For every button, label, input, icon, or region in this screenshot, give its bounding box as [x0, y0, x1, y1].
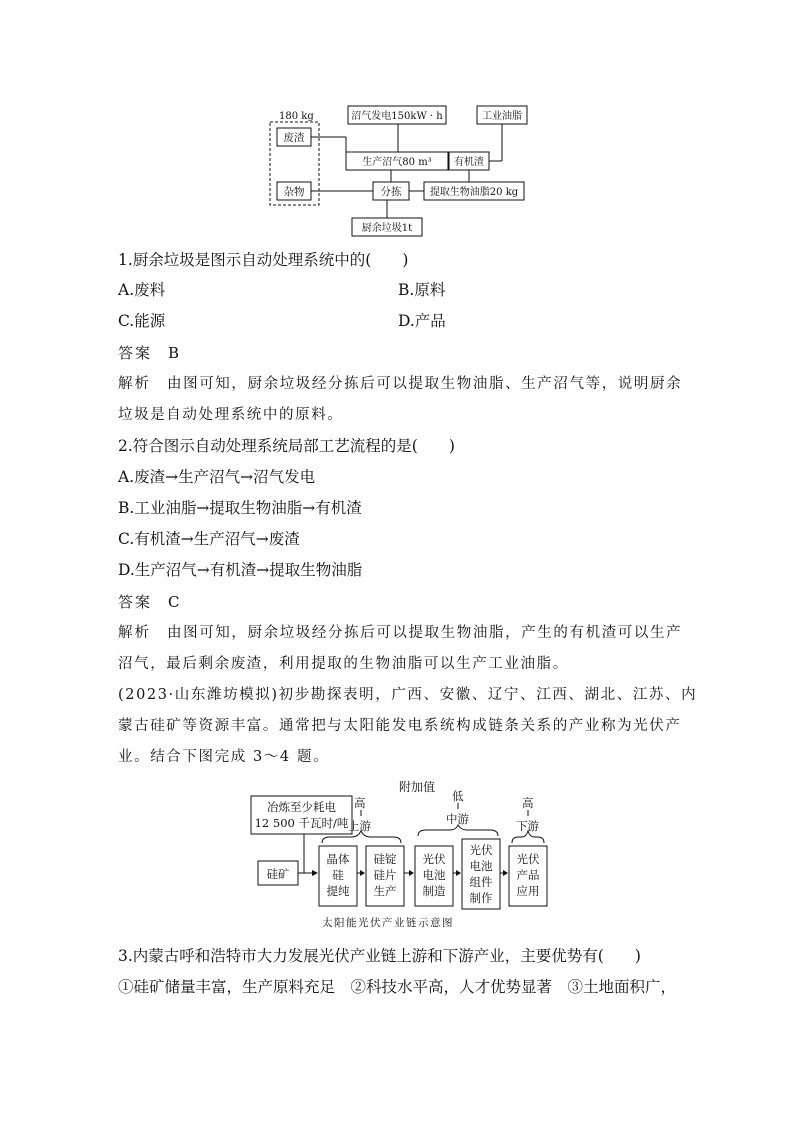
q2-analysis-label: 解析 — [118, 625, 151, 641]
box5-line2: 产品 — [516, 868, 540, 882]
upstream-label: 上游 — [348, 819, 371, 833]
box1-line3: 提纯 — [326, 884, 350, 898]
box3-line3: 制造 — [422, 884, 446, 898]
box-pv-module — [462, 842, 500, 906]
box4-line1: 光伏 — [469, 843, 493, 857]
q1-analysis-line2: 垃圾是自动处理系统中的原料。 — [118, 407, 344, 423]
box4-line2: 电池 — [469, 859, 493, 873]
box4-line3: 组件 — [469, 875, 493, 889]
box1-line2: 硅 — [332, 868, 344, 882]
intro-line3: 业。结合下图完成 3～4 题。 — [118, 749, 330, 765]
q1-option-b: B.原料 — [398, 281, 446, 299]
box3-line1: 光伏 — [422, 852, 446, 866]
q2-answer: C — [168, 593, 180, 611]
box-crystal-silicon — [319, 851, 357, 899]
box3-line2: 电池 — [422, 868, 446, 882]
box-pv-application — [509, 851, 547, 899]
q2-option-a: A.废渣→生产沼气→沼气发电 — [118, 468, 316, 486]
weight-label: 180 kg — [279, 111, 314, 122]
box5-line1: 光伏 — [516, 852, 540, 866]
box-organic-residue: 有机渣 — [454, 157, 484, 168]
q2-option-d: D.生产沼气→有机渣→提取生物油脂 — [118, 561, 363, 579]
food-waste-flow-diagram — [0, 0, 794, 240]
q1-option-c: C.能源 — [118, 312, 166, 330]
silicon-ore-box: 硅矿 — [266, 867, 290, 881]
figure2-caption: 太阳能光伏产业链示意图 — [322, 917, 454, 929]
box-sundries: 杂物 — [283, 186, 305, 198]
q1-stem: 1.厨余垃圾是图示自动处理系统中的( ) — [118, 251, 409, 269]
box-waste-residue: 废渣 — [283, 132, 305, 144]
q2-answer-label: 答案 — [118, 593, 153, 611]
q3-stem: 3.内蒙古呼和浩特市大力发展光伏产业链上游和下游产业，主要优势有( ) — [118, 947, 641, 965]
q1-option-d: D.产品 — [398, 312, 446, 330]
energy-line2: 12 500 千瓦时/吨 — [254, 816, 349, 830]
midstream-low: 低 — [452, 789, 464, 803]
box-extract-oil: 提取生物油脂20 kg — [429, 187, 519, 198]
box1-line1: 晶体 — [326, 852, 350, 866]
intro-line2: 蒙古硅矿等资源丰富。通常把与太阳能发电系统构成链条关系的产业称为光伏产 — [118, 718, 682, 734]
q2-answer-line — [118, 591, 180, 613]
q3-line2: ①硅矿储量丰富，生产原料充足 ②科技水平高，人才优势显著 ③土地面积广， — [118, 978, 677, 996]
energy-box — [251, 799, 352, 831]
downstream-high: 高 — [522, 796, 534, 810]
box-silicon-ingot — [366, 851, 404, 899]
intro-line1: (2023·山东潍坊模拟)初步勘探表明，广西、安徽、辽宁、江西、湖北、江苏、内 — [118, 687, 698, 703]
q2-stem: 2.符合图示自动处理系统局部工艺流程的是( ) — [118, 437, 455, 455]
energy-line1: 冶炼至少耗电 — [267, 800, 336, 814]
q1-option-a: A.废料 — [118, 281, 166, 299]
midstream-label: 中游 — [446, 812, 469, 826]
box-sorting: 分拣 — [380, 186, 402, 198]
box2-line3: 生产 — [373, 884, 397, 898]
box2-line2: 硅片 — [373, 868, 397, 882]
box-industrial-oil: 工业油脂 — [482, 111, 522, 122]
q1-analysis-text1: 由图可知，厨余垃圾经分拣后可以提取生物油脂、生产沼气等，说明厨余 — [167, 376, 683, 392]
added-value-label: 附加值 — [399, 780, 436, 794]
q2-analysis-text1: 由图可知，厨余垃圾经分拣后可以提取生物油脂，产生的有机渣可以生产 — [167, 625, 683, 641]
q2-analysis-line2: 沼气，最后剩余废渣，利用提取的生物油脂可以生产工业油脂。 — [118, 656, 569, 672]
box4-line4: 制作 — [469, 891, 493, 905]
q1-answer: B — [168, 344, 180, 362]
q2-option-c: C.有机渣→生产沼气→废渣 — [118, 530, 300, 548]
box-kitchen-waste: 厨余垃圾1t — [361, 223, 413, 234]
q1-answer-label: 答案 — [118, 344, 153, 362]
q1-answer-line — [118, 342, 180, 364]
box-biogas-power: 沼气发电150kW · h — [351, 111, 443, 122]
q1-analysis-line1 — [118, 373, 682, 395]
box2-line1: 硅锭 — [373, 852, 397, 866]
upstream-high: 高 — [354, 796, 366, 810]
box5-line3: 应用 — [516, 884, 540, 898]
box-produce-biogas: 生产沼气80 m³ — [362, 157, 432, 168]
box-pv-cell — [415, 851, 453, 899]
q2-option-b: B.工业油脂→提取生物油脂→有机渣 — [118, 499, 362, 517]
q1-analysis-label: 解析 — [118, 376, 151, 392]
q2-analysis-line1 — [118, 622, 682, 644]
downstream-label: 下游 — [516, 819, 539, 833]
